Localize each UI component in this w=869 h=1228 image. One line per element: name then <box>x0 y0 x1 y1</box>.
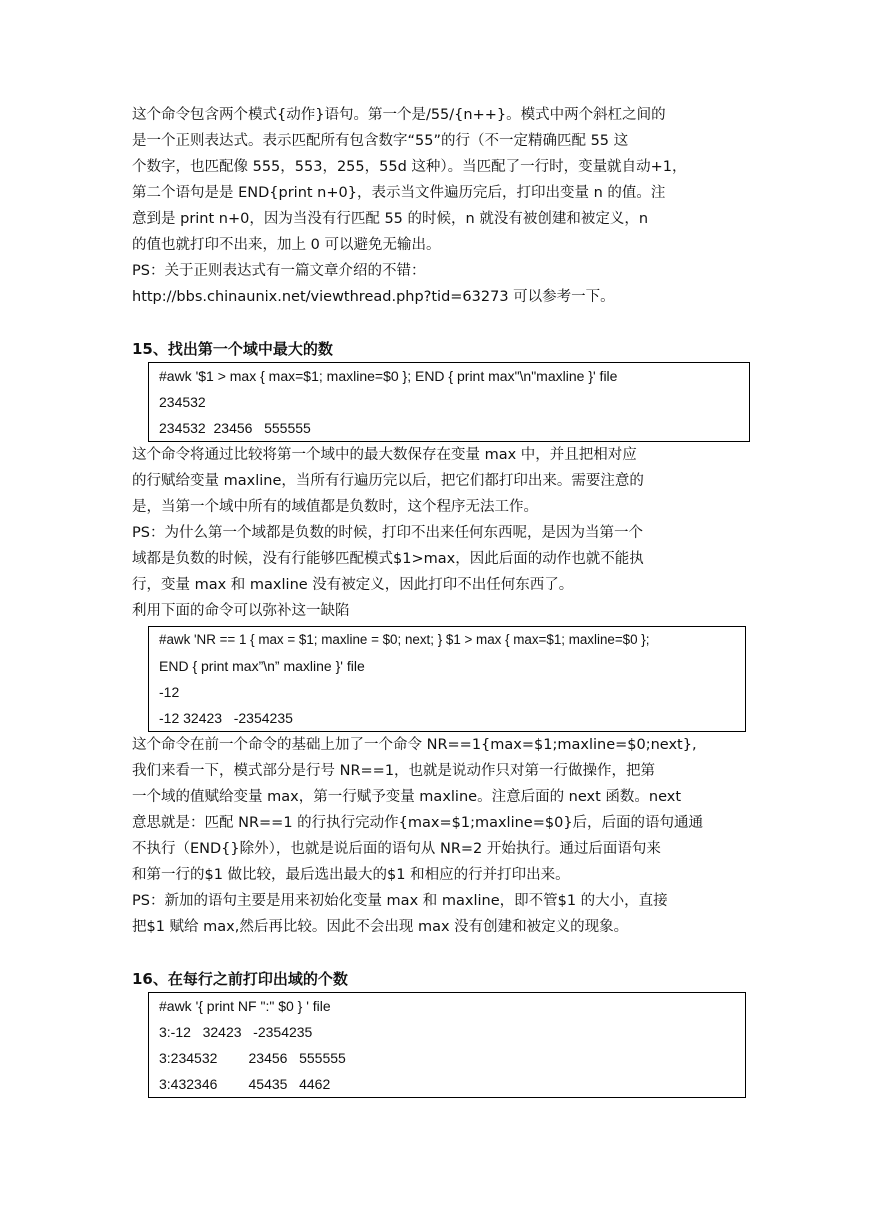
text-line: 域都是负数的时候，没有行能够匹配模式$1>max，因此后面的动作也就不能执 <box>132 551 644 567</box>
code-line: #awk '$1 > max { max=$1; maxline=$0 }; END { print max"\n"maxline }' file <box>159 368 618 384</box>
spacer <box>132 310 744 336</box>
text-line: 这个命令在前一个命令的基础上加了一个命令 NR==1{max=$1;maxline=$0;next}, <box>132 737 697 753</box>
text-line: 第二个语句是是 END{print n+0}，表示当文件遍历完后，打印出变量 n 的值。注 <box>132 185 666 201</box>
text-line: 这个命令包含两个模式{动作}语句。第一个是/55/{n++}。模式中两个斜杠之间的 <box>132 107 666 123</box>
text-line: 是一个正则表达式。表示匹配所有包含数字“55”的行（不一定精确匹配 55 这 <box>132 133 629 149</box>
text-line: 利用下面的命令可以弥补这一缺陷 <box>132 603 350 619</box>
code-line: #awk '{ print NF ":" $0 } ' file <box>159 998 331 1014</box>
text-line: 的行赋给变量 maxline，当所有行遍历完以后，把它们都打印出来。需要注意的 <box>132 473 644 489</box>
text-line: 意到是 print n+0，因为当没有行匹配 55 的时候，n 就没有被创建和被定义，n <box>132 211 649 227</box>
code-line: 3:-12 32423 -2354235 <box>159 1024 313 1040</box>
document-page <box>132 102 744 1098</box>
code-block-1 <box>148 362 750 442</box>
code-line: 3:234532 23456 555555 <box>159 1050 346 1066</box>
text-line: 和第一行的$1 做比较，最后选出最大的$1 和相应的行并打印出来。 <box>132 867 570 883</box>
text-line: PS：为什么第一个域都是负数的时候，打印不出来任何东西呢，是因为当第一个 <box>132 525 643 541</box>
text-line: 个数字，也匹配像 555，553，255，55d 这种）。当匹配了一行时，变量就自动+1， <box>132 159 687 175</box>
section-15-heading: 15、找出第一个域中最大的数 <box>132 340 333 358</box>
code-line: #awk 'NR == 1 { max = $1; maxline = $0; next; } $1 > max { max=$1; maxline=$0 }; <box>159 632 650 647</box>
code-line: END { print max”\n” maxline }' file <box>159 658 365 674</box>
text-line: 不执行（END{}除外），也就是说后面的语句从 NR=2 开始执行。通过后面语句来 <box>132 841 661 857</box>
spacer <box>132 940 744 966</box>
intro-paragraph <box>132 102 744 310</box>
reference-link-line: http://bbs.chinaunix.net/viewthread.php?tid=63273 可以参考一下。 <box>132 289 615 305</box>
text-line: 我们来看一下，模式部分是行号 NR==1，也就是说动作只对第一行做操作，把第 <box>132 763 656 779</box>
code-line: -12 <box>159 684 180 700</box>
section-16-heading: 16、在每行之前打印出域的个数 <box>132 970 348 988</box>
text-line: 这个命令将通过比较将第一个域中的最大数保存在变量 max 中，并且把相对应 <box>132 447 637 463</box>
section-15-paragraph-1 <box>132 442 744 624</box>
text-line: 意思就是：匹配 NR==1 的行执行完动作{max=$1;maxline=$0}后，后面的语句通通 <box>132 815 704 831</box>
text-line: PS：关于正则表达式有一篇文章介绍的不错： <box>132 263 426 279</box>
text-line: 把$1 赋给 max,然后再比较。因此不会出现 max 没有创建和被定义的现象。 <box>132 919 629 935</box>
code-line: 234532 23456 555555 <box>159 420 311 436</box>
code-line: 234532 <box>159 394 206 410</box>
code-block-3 <box>148 992 746 1098</box>
text-line: 是，当第一个域中所有的域值都是负数时，这个程序无法工作。 <box>132 499 538 515</box>
text-line: 行，变量 max 和 maxline 没有被定义，因此打印不出任何东西了。 <box>132 577 574 593</box>
text-line: PS：新加的语句主要是用来初始化变量 max 和 maxline，即不管$1 的大小，直接 <box>132 893 668 909</box>
text-line: 一个域的值赋给变量 max，第一行赋予变量 maxline。注意后面的 next 函数。next <box>132 789 682 805</box>
code-block-2 <box>148 626 746 732</box>
section-15-paragraph-2 <box>132 732 744 940</box>
code-line: -12 32423 -2354235 <box>159 710 293 726</box>
code-line: 3:432346 45435 4462 <box>159 1076 331 1092</box>
text-line: 的值也就打印不出来，加上 0 可以避免无输出。 <box>132 237 441 253</box>
